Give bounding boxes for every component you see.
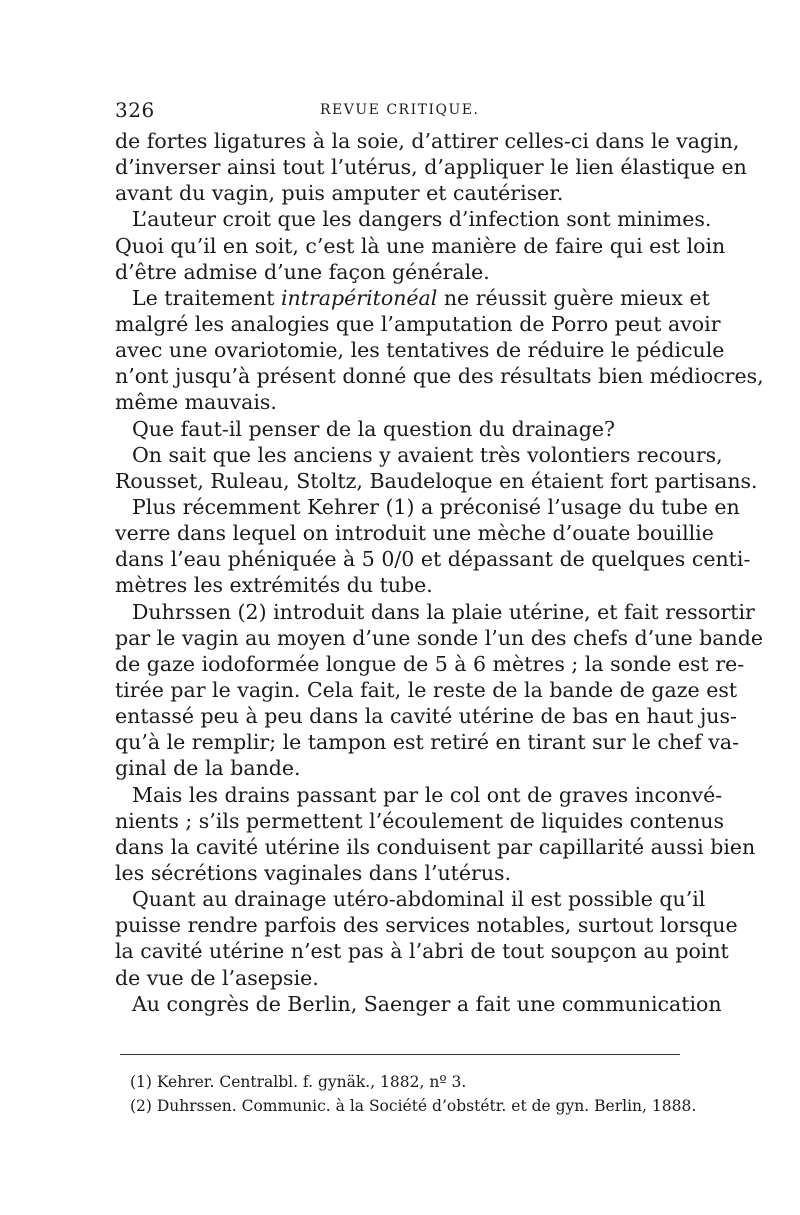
text-line: de gaze iodoformée longue de 5 à 6 mètres ; la sonde est re- (115, 651, 745, 676)
text-line: d’inverser ainsi tout l’utérus, d’appliquer le lien élastique en (115, 155, 747, 180)
text-line: les sécrétions vaginales dans l’utérus. (115, 860, 512, 885)
text-line: puisse rendre parfois des services notables, surtout lorsque (115, 913, 738, 938)
text-line: malgré les analogies que l’amputation de Porro peut avoir (115, 311, 721, 336)
text-line: L’auteur croit que les dangers d’infection sont minimes. (132, 207, 712, 232)
text-fragment: Le traitement (132, 285, 275, 310)
page-header (115, 98, 687, 122)
text-line: même mauvais. (115, 390, 277, 415)
text-line: nients ; s’ils permettent l’écoulement de liquides contenus (115, 808, 724, 833)
body-text (115, 128, 764, 1017)
footnote-divider (120, 1054, 680, 1055)
text-fragment: ne réussit guère mieux et (443, 285, 710, 310)
text-line: par le vagin au moyen d’une sonde l’un des chefs d’une bande (115, 625, 763, 650)
text-line: tirée par le vagin. Cela fait, le reste de la bande de gaze est (115, 677, 738, 702)
text-line: ginal de la bande. (115, 756, 301, 781)
running-head: REVUE CRITIQUE. (320, 102, 480, 118)
text-line: entassé peu à peu dans la cavité utérine de bas en haut jus- (115, 704, 737, 729)
text-line (115, 285, 710, 311)
text-line: Plus récemment Kehrer (1) a préconisé l’usage du tube en (132, 494, 740, 519)
page-number: 326 (115, 98, 155, 122)
text-line: Quant au drainage utéro-abdominal il est possible qu’il (132, 887, 706, 912)
footnote: (1) Kehrer. Centralbl. f. gynäk., 1882, nº 3. (130, 1073, 467, 1091)
text-line: On sait que les anciens y avaient très volontiers recours, (132, 442, 723, 467)
text-line: dans la cavité utérine ils conduisent par capillarité aussi bien (115, 834, 756, 859)
text-line: Mais les drains passant par le col ont de graves inconvé- (132, 782, 723, 807)
text-line: avant du vagin, puis amputer et cautériser. (115, 181, 564, 206)
text-line: Rousset, Ruleau, Stoltz, Baudeloque en étaient fort partisans. (115, 468, 758, 493)
text-line: Duhrssen (2) introduit dans la plaie utérine, et fait ressortir (132, 599, 755, 624)
text-line: mètres les extrémités du tube. (115, 573, 433, 598)
text-line: d’être admise d’une façon générale. (115, 259, 490, 284)
footnote: (2) Duhrssen. Communic. à la Société d’obstétr. et de gyn. Berlin, 1888. (130, 1097, 697, 1115)
text-line: Au congrès de Berlin, Saenger a fait une communication (132, 991, 722, 1016)
footnotes (130, 1070, 697, 1118)
text-line: de fortes ligatures à la soie, d’attirer celles-ci dans le vagin, (115, 129, 740, 153)
italic-term: intrapéritonéal (281, 285, 438, 310)
text-line: verre dans lequel on introduit une mèche d’ouate bouillie (115, 521, 714, 546)
text-line: n’ont jusqu’à présent donné que des résultats bien médiocres, (115, 364, 764, 389)
text-line: dans l’eau phéniquée à 5 0/0 et dépassant de quelques centi- (115, 547, 751, 572)
text-line: de vue de l’asepsie. (115, 965, 319, 990)
text-line: Que faut-il penser de la question du drainage? (132, 416, 616, 441)
text-line: Quoi qu’il en soit, c’est là une manière de faire qui est loin (115, 233, 726, 258)
text-line: la cavité utérine n’est pas à l’abri de tout soupçon au point (115, 939, 729, 964)
text-line: avec une ovariotomie, les tentatives de réduire le pédicule (115, 338, 725, 363)
text-line: qu’à le remplir; le tampon est retiré en tirant sur le chef va- (115, 730, 739, 755)
